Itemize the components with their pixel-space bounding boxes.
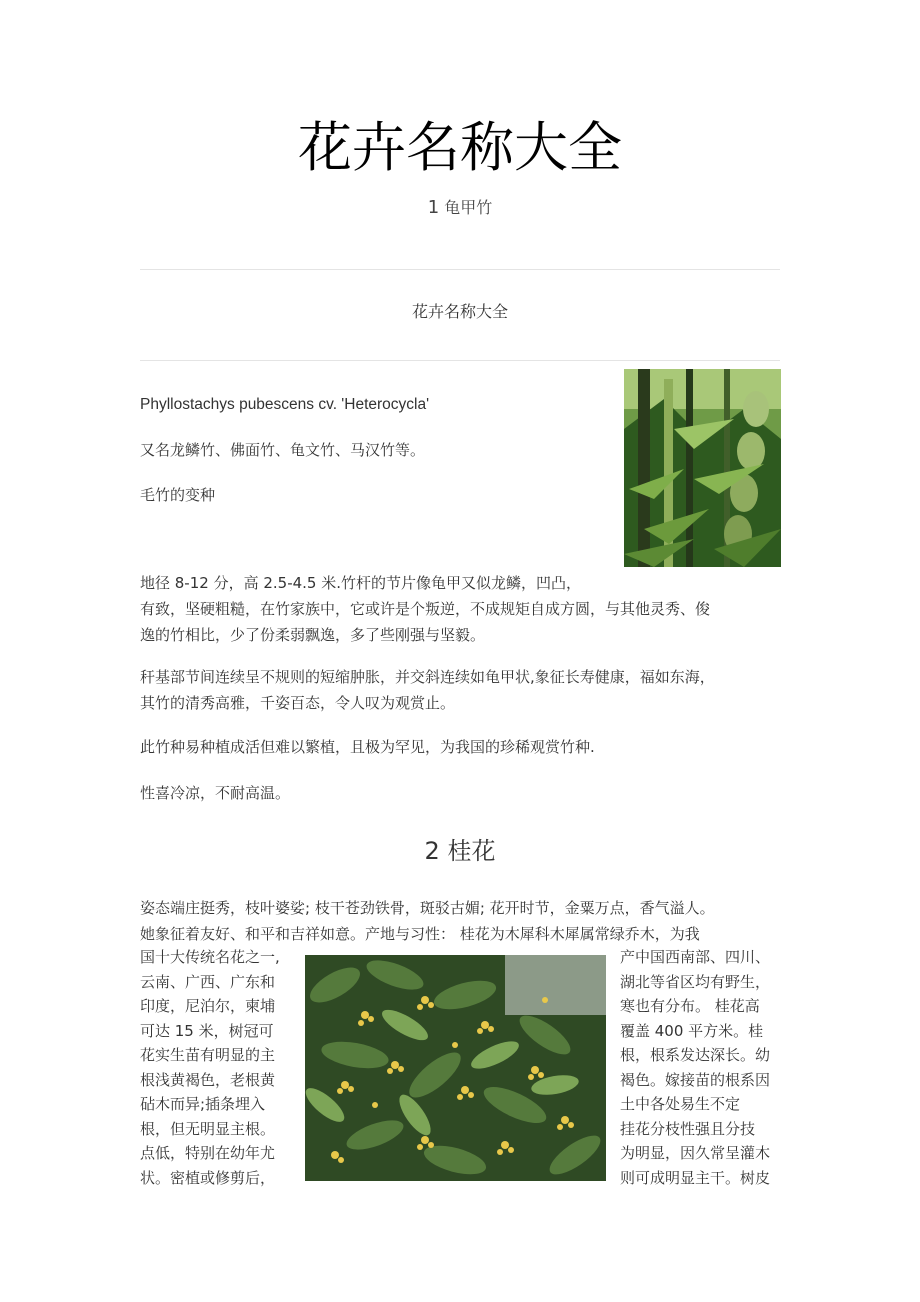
intro-line: 姿态端庄挺秀，枝叶婆娑; 枝干苍劲铁骨，斑驳古媚; 花开时节，金粟万点，香气溢人。 (140, 899, 715, 917)
aliases-text: 又名龙鳞竹、佛面竹、龟文竹、马汉竹等。 (140, 441, 426, 459)
traits-paragraph (140, 664, 782, 716)
left-column-line: 可达 15 米，树冠可 (140, 1021, 274, 1040)
latin-name: Phyllostachys pubescens cv. 'Heterocycla' (140, 396, 430, 413)
left-column-line: 花实生苗有明显的主 (140, 1046, 276, 1064)
right-column-line: 产中国西南部、四川、 (620, 948, 771, 966)
document-title: 花卉名称大全 (298, 116, 622, 179)
description-paragraph (140, 570, 782, 648)
osmanthus-image (305, 955, 606, 1181)
text-column-right (620, 945, 782, 1190)
right-column-line: 为明显，因久常呈灌木 (620, 1144, 771, 1162)
document-subtitle (140, 196, 780, 220)
bamboo-image (624, 369, 781, 567)
left-column-line: 云南、广西、广东和 (140, 972, 276, 991)
text-column-left (140, 945, 300, 1190)
left-column-line: 国十大传统名花之一, (140, 948, 280, 966)
traits-line: 秆基部节间连续呈不规则的短缩肿胀，并交斜连续如龟甲状,象征长寿健康，福如东海， (140, 668, 715, 686)
right-column-line: 寒也有分布。 桂花高 (620, 997, 760, 1015)
center-heading: 花卉名称大全 (411, 302, 508, 321)
intro-line: 她象征着友好、和平和吉祥如意。产地与习性： 桂花为木犀科木犀属常绿乔木，为我 (140, 925, 700, 943)
habit-text: 性喜冷凉，不耐高温。 (140, 784, 291, 802)
variety-text: 毛竹的变种 (140, 486, 216, 504)
rarity-text: 此竹种易种植成活但难以繁植，且极为罕见，为我国的珍稀观赏竹种. (140, 738, 595, 756)
right-column-line: 则可成明显主干。树皮 (620, 1168, 771, 1187)
right-column-line: 湖北等省区均有野生， (620, 972, 771, 991)
description-line: 逸的竹相比，少了份柔弱飘逸，多了些刚强与坚毅。 (140, 626, 486, 644)
osmanthus-photo-icon (305, 955, 606, 1181)
subtitle-number: 1 (427, 197, 440, 218)
left-column-line: 印度，尼泊尔，柬埔 (140, 997, 276, 1015)
description-line: 地径 8-12 分，高 2.5-4.5 米.竹杆的节片像龟甲又似龙鳞，凹凸， (140, 574, 582, 592)
right-column-line: 覆盖 400 平方米。桂 (620, 1021, 764, 1040)
divider-top (140, 269, 780, 270)
right-column-line: 褐色。嫁接苗的根系因 (620, 1070, 771, 1089)
subtitle-text: 龟甲竹 (444, 198, 493, 217)
left-column-line: 点低，特别在幼年尤 (140, 1144, 276, 1162)
divider-bottom (140, 360, 780, 361)
intro-paragraph (140, 895, 782, 947)
right-column-line: 土中各处易生不定 (620, 1095, 741, 1113)
right-column-line: 根，根系发达深长。幼 (620, 1046, 771, 1064)
bamboo-photo-icon (624, 369, 781, 567)
left-column-line: 根浅黄褐色，老根黄 (140, 1070, 276, 1089)
section-heading-osmanthus: 2 桂花 (424, 837, 496, 865)
right-column-line: 挂花分枝性强且分技 (620, 1119, 756, 1138)
left-column-line: 砧木而异;插条埋入 (140, 1095, 266, 1113)
left-column-line: 状。密植或修剪后， (140, 1168, 276, 1187)
left-column-line: 根，但无明显主根。 (140, 1119, 276, 1138)
traits-line: 其竹的清秀高雅，千姿百态，令人叹为观赏止。 (140, 694, 456, 712)
description-line: 有致，坚硬粗糙，在竹家族中，它或许是个叛逆，不成规矩自成方圆，与其他灵秀、俊 (140, 600, 711, 618)
